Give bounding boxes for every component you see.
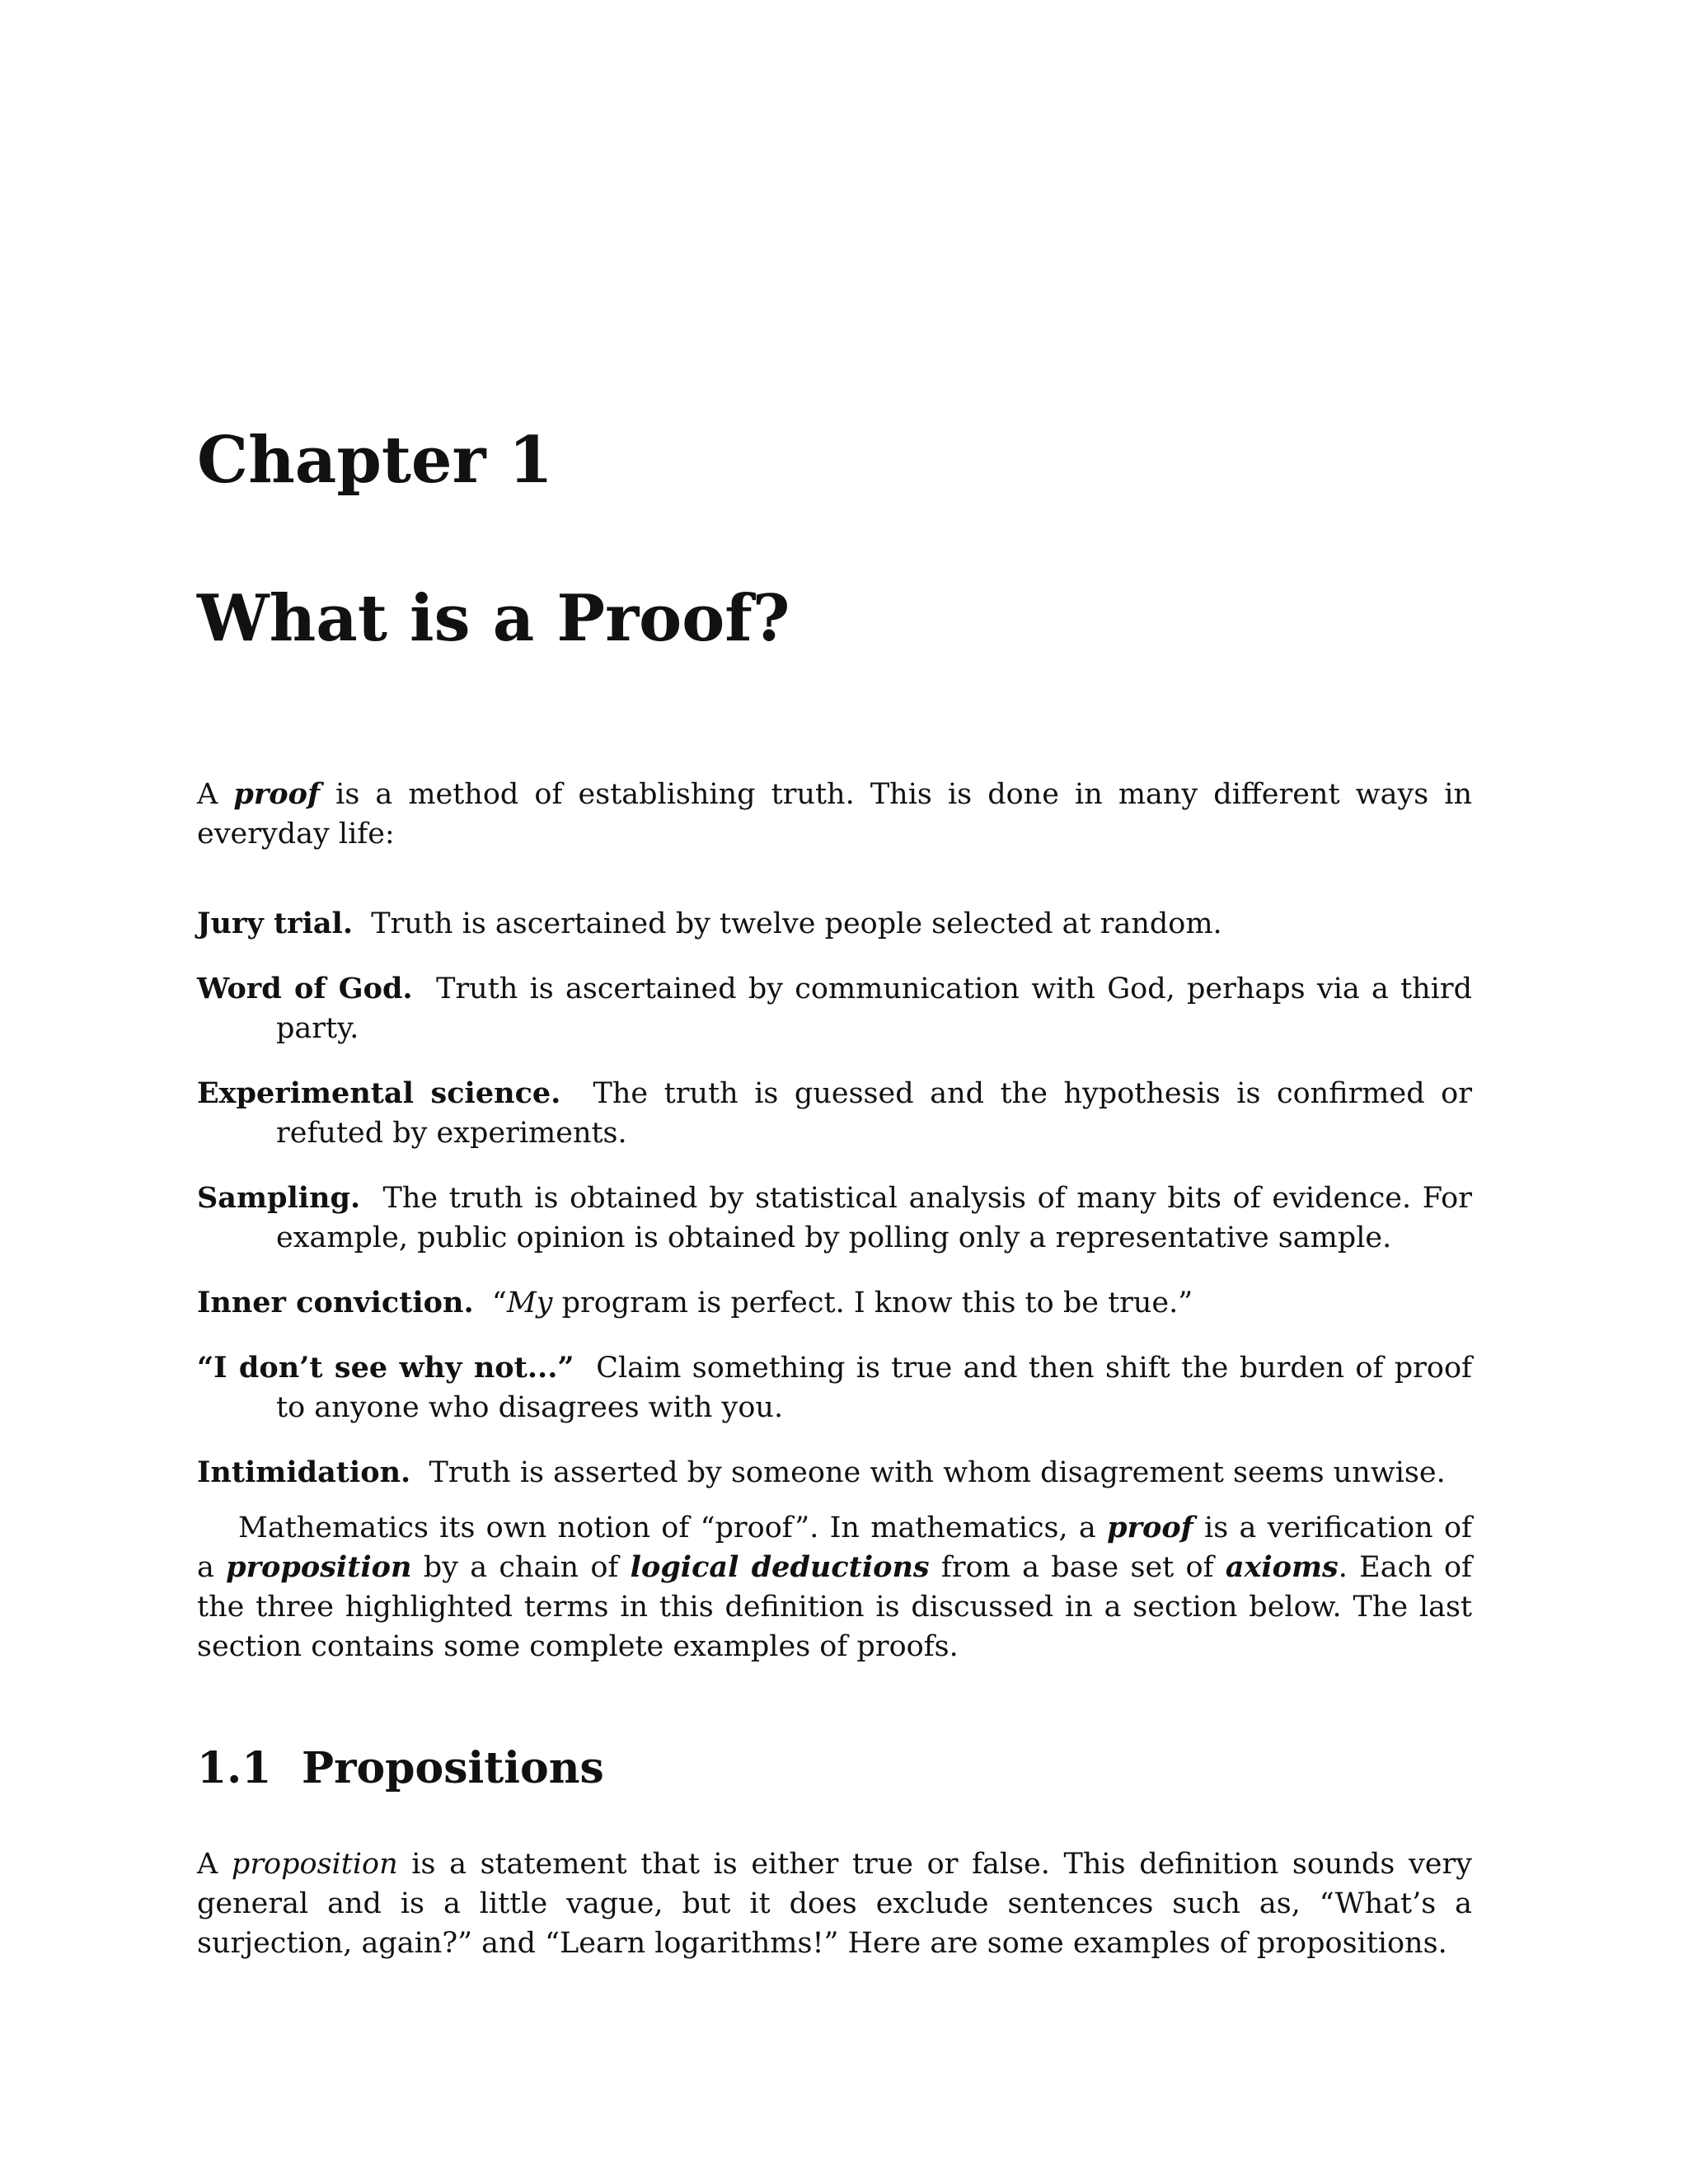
highlighted-term-logical-deductions: logical deductions bbox=[630, 1550, 930, 1584]
list-item-term: Intimidation. bbox=[197, 1455, 411, 1489]
list-item-inner-conviction bbox=[197, 1283, 1472, 1323]
list-item-sampling bbox=[197, 1179, 1472, 1258]
section-heading bbox=[197, 1743, 604, 1793]
list-item-description: program is perfect. I know this to be true.” bbox=[552, 1286, 1193, 1319]
paragraph-text: is a statement that is either true or false. This definition sounds very general and is a little vague, but it does exclude sentences such as, “What’s a surjection, again?” and “Learn logarithms!” Here are some examples of propositions. bbox=[197, 1848, 1473, 1960]
list-item-i-dont-see-why-not bbox=[197, 1348, 1472, 1427]
intro-text-end: is a method of establishing truth. This is done in many different ways in everyday life: bbox=[197, 778, 1472, 851]
intro-term-proof: proof bbox=[233, 777, 321, 811]
list-item-jury-trial bbox=[197, 904, 1472, 944]
list-item-term: Jury trial. bbox=[197, 907, 354, 940]
list-item-intimidation bbox=[197, 1453, 1472, 1493]
list-item-description: Truth is ascertained by twelve people selected at random. bbox=[371, 907, 1222, 940]
list-item-term: Experimental science. bbox=[197, 1076, 561, 1110]
list-item-quote-open: “ bbox=[491, 1286, 507, 1319]
list-item-description: Truth is ascertained by communication with God, perhaps via a third party. bbox=[276, 972, 1472, 1045]
section-title: Propositions bbox=[302, 1743, 604, 1793]
highlighted-term-axioms: axioms bbox=[1225, 1550, 1339, 1584]
highlighted-term-proof: proof bbox=[1107, 1511, 1193, 1544]
paragraph-text: Mathematics its own notion of “proof”. In mathematics, a bbox=[238, 1511, 1108, 1544]
paragraph-text: from a base set of bbox=[929, 1551, 1226, 1584]
list-item-term: Sampling. bbox=[197, 1181, 361, 1215]
paragraph-text: by a chain of bbox=[411, 1551, 631, 1584]
mathematics-proof-paragraph bbox=[197, 1508, 1472, 1666]
list-item-description: The truth is guessed and the hypothesis is confirmed or refuted by experiments. bbox=[276, 1077, 1472, 1150]
term-proposition: proposition bbox=[231, 1848, 398, 1881]
chapter-title: What is a Proof? bbox=[197, 581, 790, 656]
paragraph-text: . Each of the three highlighted terms in this definition is discussed in a section below. The last section contains some complete examples of proofs. bbox=[197, 1551, 1473, 1663]
list-item-description: Claim something is true and then shift the burden of proof to anyone who disagrees with you. bbox=[276, 1352, 1472, 1424]
list-item-term: “I don’t see why not...” bbox=[197, 1351, 574, 1385]
list-item-description: Truth is asserted by someone with whom disagrement seems unwise. bbox=[429, 1456, 1446, 1489]
intro-paragraph bbox=[197, 775, 1472, 854]
list-item-experimental-science bbox=[197, 1074, 1472, 1153]
intro-text-start: A bbox=[197, 778, 234, 811]
paragraph-text: A bbox=[197, 1848, 232, 1881]
chapter-label: Chapter 1 bbox=[197, 423, 554, 498]
propositions-paragraph bbox=[197, 1844, 1472, 1963]
list-item-word-of-god bbox=[197, 969, 1472, 1048]
ways-of-establishing-truth-list bbox=[197, 904, 1472, 1518]
list-item-description: The truth is obtained by statistical analysis of many bits of evidence. For example, public opinion is obtained by polling only a representative sample. bbox=[276, 1182, 1472, 1254]
list-item-term: Word of God. bbox=[197, 972, 413, 1005]
highlighted-term-proposition: proposition bbox=[226, 1550, 412, 1584]
list-item-term: Inner conviction. bbox=[197, 1286, 474, 1319]
section-number: 1.1 bbox=[197, 1743, 272, 1793]
list-item-emphasis: My bbox=[506, 1286, 553, 1319]
paragraph-text: is a verification of a bbox=[197, 1511, 1472, 1584]
